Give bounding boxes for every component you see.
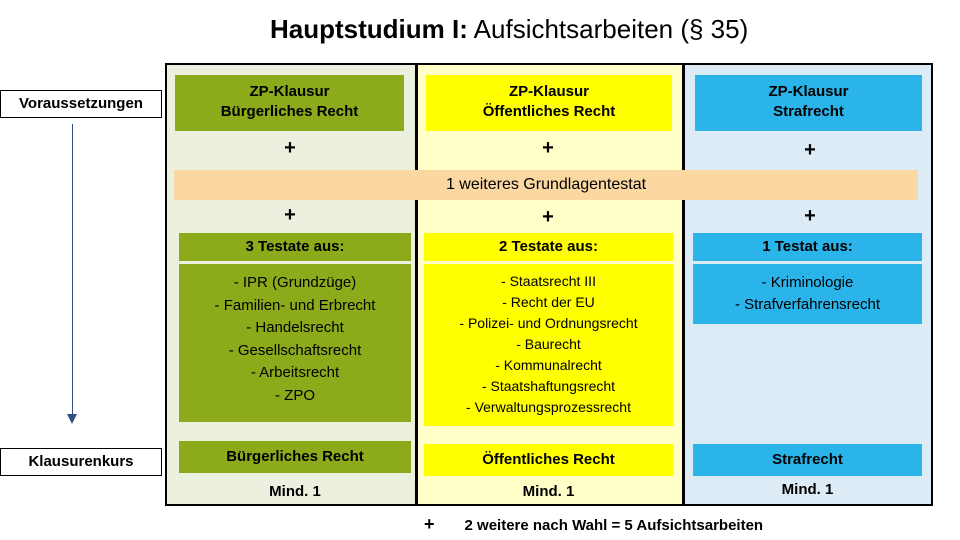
list-item: - Gesellschaftsrecht [228, 341, 362, 359]
plus-sign: + [284, 204, 296, 226]
plus-sign: + [284, 137, 296, 159]
timeline-arrow-line [72, 124, 73, 420]
testate-header-oeff: 2 Testate aus: [424, 233, 673, 261]
list-item: - Kommunalrecht [495, 357, 602, 373]
plus-sign: + [804, 139, 816, 161]
list-item: - Arbeitsrecht [250, 364, 340, 381]
zp-line2: Strafrecht [773, 103, 844, 120]
list-item: - Staatshaftungsrecht [481, 378, 616, 394]
kurs-buergerliches-recht: Bürgerliches Recht [179, 441, 411, 473]
zp-klausur-strafrecht [695, 75, 922, 131]
title-rest: Aufsichtsarbeiten (§ 35) [467, 14, 749, 44]
plus-sign: + [542, 137, 554, 159]
list-item: - Baurecht [516, 336, 581, 352]
list-item: - ZPO [275, 386, 315, 404]
grundlagentestat-band: 1 weiteres Grundlagentestat [174, 170, 918, 200]
list-item: - Kriminologie [761, 274, 854, 291]
zp-klausur-oeffentliches-recht [426, 75, 672, 131]
list-item: - Familien- und Erbrecht [214, 296, 376, 314]
mind-buerger: Mind. 1 [269, 483, 321, 500]
list-item: - IPR (Grundzüge) [233, 274, 357, 291]
list-item: - Polizei- und Ordnungsrecht [459, 315, 638, 331]
list-item: - Staatsrecht III [501, 273, 596, 289]
list-item: - Verwaltungsprozessrecht [466, 399, 631, 415]
plus-sign: + [542, 206, 554, 228]
zp-line2: Bürgerliches Recht [220, 103, 359, 120]
zp-line1: ZP-Klausur [508, 83, 589, 100]
footer-text: 2 weitere nach Wahl = 5 Aufsichtsarbeiten [464, 517, 764, 534]
zp-line1: ZP-Klausur [768, 83, 849, 100]
testate-header-buerger: 3 Testate aus: [179, 233, 411, 261]
plus-sign: + [804, 205, 816, 227]
page-title [270, 14, 830, 45]
zp-klausur-buergerliches-recht [175, 75, 404, 131]
kurs-oeffentliches-recht: Öffentliches Recht [424, 444, 673, 476]
list-item: - Strafverfahrensrecht [734, 296, 881, 313]
kurs-strafrecht: Strafrecht [693, 444, 922, 476]
zp-line1: ZP-Klausur [249, 83, 330, 100]
arrow-down-icon [67, 414, 77, 424]
list-item: - Recht der EU [502, 294, 595, 310]
testate-list-straf [693, 264, 922, 324]
label-voraussetzungen: Voraussetzungen [0, 90, 162, 118]
footer-plus: + [424, 514, 435, 534]
footer-note [424, 514, 763, 535]
title-bold: Hauptstudium I: [270, 14, 468, 44]
testate-list-buerger [179, 264, 411, 422]
zp-line2: Öffentliches Recht [482, 103, 616, 120]
testate-list-oeff [424, 264, 673, 426]
list-item: - Handelsrecht [246, 319, 344, 336]
testate-header-straf: 1 Testat aus: [693, 233, 922, 261]
label-klausurenkurs: Klausurenkurs [0, 448, 162, 476]
mind-straf: Mind. 1 [781, 481, 834, 498]
mind-oeff: Mind. 1 [522, 483, 575, 500]
